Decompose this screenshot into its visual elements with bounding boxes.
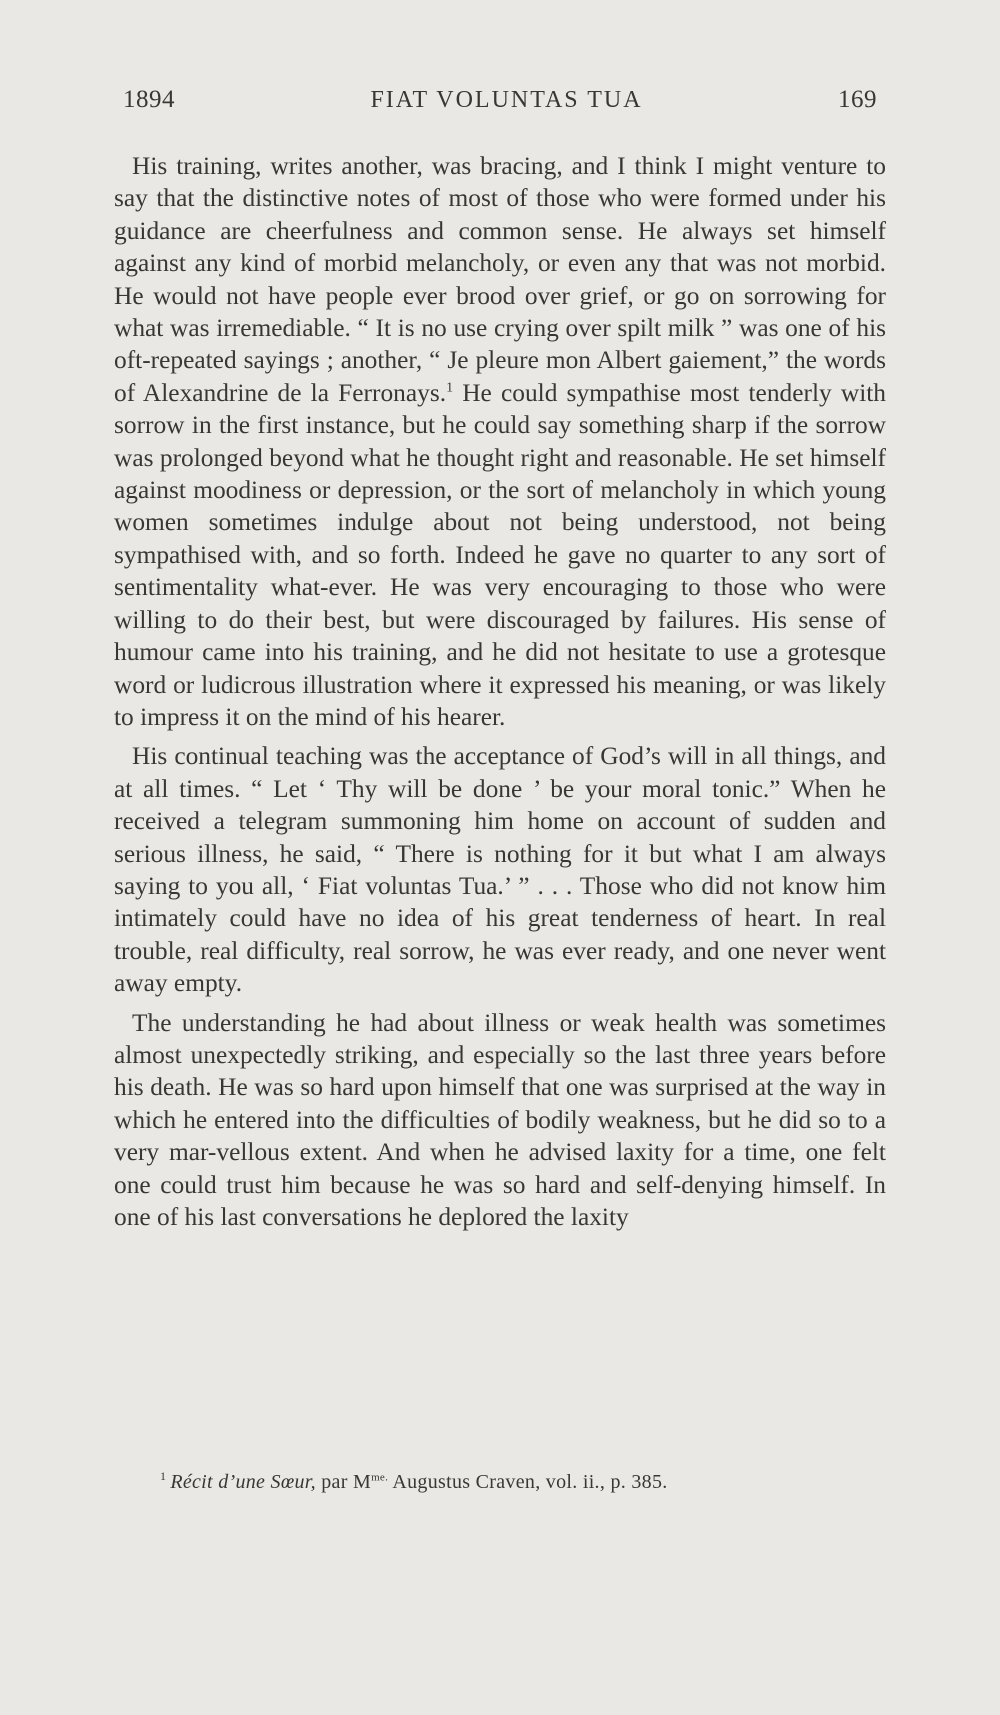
body-text [114,150,886,1240]
footnote-honorific: me. [371,1471,389,1484]
paragraph-2: His continual teaching was the acceptance of God’s will in all things, and at all times. “ Let ‘ Thy will be done ’ be your moral tonic.” When he received a telegram summoning him home on account of sudden and serious illness, he said, “ There is nothing for it but what I am always saying to you all, ‘ Fiat voluntas Tua.’ ” . . . Those who did not know him intimately could have no idea of his great tenderness of heart. In real trouble, real difficulty, real sorrow, he was ever ready, and one never went away empty. [114,742,886,998]
header-title: FIAT VOLUNTAS TUA [370,87,643,113]
footnote-rest: Augustus Craven, vol. ii., p. 385. [388,1471,668,1493]
footnote-reference: 1 [446,380,454,396]
footnote-by: par M [315,1471,372,1493]
running-head [123,86,877,122]
paragraph-1 [114,150,886,733]
paragraph-1-part-a: His training, writes another, was bracing, and I think I might venture to say that the distinctive notes of most of those who were formed under his guidance are cheerfulness and common sense. He always set himself against any kind of morbid melancholy, or even any that was not morbid. He would not have people ever brood over grief, or go on sorrowing for what was irremediable. “ It is no use crying over spilt milk ” was one of his oft-repeated sayings ; another, “ Je pleure mon Albert gaiement,” the words of Alexandrine de la Ferronays. [114,152,886,407]
paragraph-3: The understanding he had about illness or weak health was sometimes almost unexpectedly striking, and especially so the last three years before his death. He was so hard upon himself that one was surprised at the way in which he entered into the difficulties of bodily weakness, but he did so to a very mar-vellous extent. And when he advised laxity for a time, one felt one could trust him because he was so hard and self-denying himself. In one of his last conversations he deplored the laxity [114,1008,886,1231]
footnote-work-title: Récit d’une Sœur, [170,1471,316,1493]
header-year: 1894 [123,86,175,113]
footnote [160,1469,880,1495]
paragraph-1-part-b: He could sympathise most tenderly with sorrow in the first instance, but he could say something sharp if the sorrow was prolonged beyond what he thought right and reasonable. He set himself against moodiness or depression, or the sort of melancholy in which young women sometimes indulge about not being understood, not being sympathised with, and so forth. Indeed he gave no quarter to any sort of sentimentality what-ever. He was very encouraging to those who were willing to do their best, but were discouraged by failures. His sense of humour came into his training, and he did not hesitate to use a grotesque word or ludicrous illustration where it expressed his meaning, or was likely to impress it on the mind of his hearer. [114,378,886,731]
footnote-mark: 1 [160,1469,167,1484]
header-page-number: 169 [837,86,877,113]
